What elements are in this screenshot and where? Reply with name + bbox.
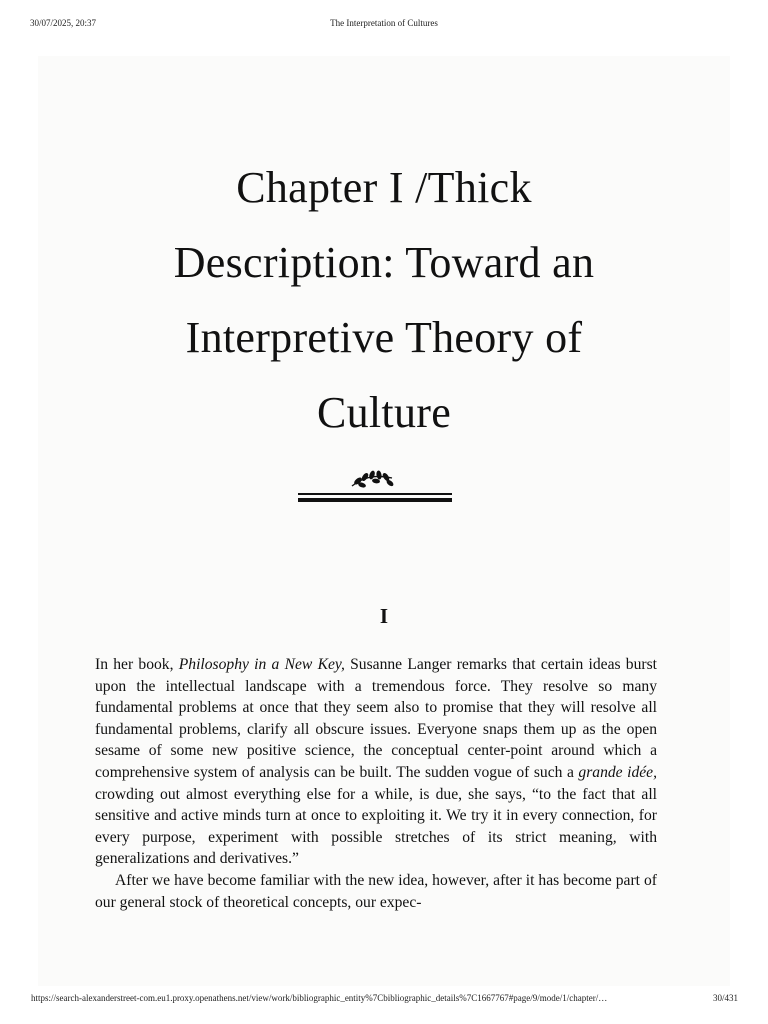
print-header <box>0 18 768 32</box>
paragraph <box>95 654 657 870</box>
paragraph-text: Susanne Langer remarks that certain ideas burst upon the intellectual landscape with a tremendous force. They resolve so many fundamental problems at once that they seem also to promise that they will resolve all fundamental problems, clarify all obscure issues. Everyone snaps them up as the open sesame of some new positive science, the conceptual center-point around which a comprehensive system of analysis can be built. The sudden vogue of such a <box>95 656 657 781</box>
chapter-title-line: Description: Toward an <box>173 238 595 287</box>
print-document-title: The Interpretation of Cultures <box>330 18 438 28</box>
print-page-count: 30/431 <box>712 993 738 1003</box>
paragraph: After we have become familiar with the new idea, however, after it has become part of our general stock of theoretical concepts, our expec- <box>95 871 657 911</box>
print-footer <box>0 993 768 1007</box>
chapter-title <box>0 150 768 450</box>
print-url: https://search-alexanderstreet-com.eu1.proxy.openathens.net/view/work/bibliographic_entity%7Cbibliographic_details%7C1667767#page/9/mode/1/chapter/… <box>31 993 608 1003</box>
leaf-ornament-icon <box>298 466 452 506</box>
print-timestamp: 30/07/2025, 20:37 <box>30 18 97 28</box>
foreign-phrase: grande idée, <box>578 763 657 781</box>
section-numeral: I <box>379 604 389 628</box>
body-text <box>95 654 657 913</box>
chapter-title-line: Interpretive Theory of <box>185 313 583 362</box>
chapter-title-line: Culture <box>316 388 452 437</box>
chapter-title-line: Chapter I /Thick <box>236 163 532 212</box>
book-title: Philosophy in a New Key, <box>178 656 345 673</box>
paragraph-text: In her book, <box>95 656 179 673</box>
paragraph-text: crowding out almost everything else for a while, is due, she says, “to the fact that all sensitive and active minds turn at once to exploiting it. We try it in every connection, for every purpose, experiment with possible stretches of its strict meaning, with generalizations and derivatives.” <box>95 785 657 868</box>
